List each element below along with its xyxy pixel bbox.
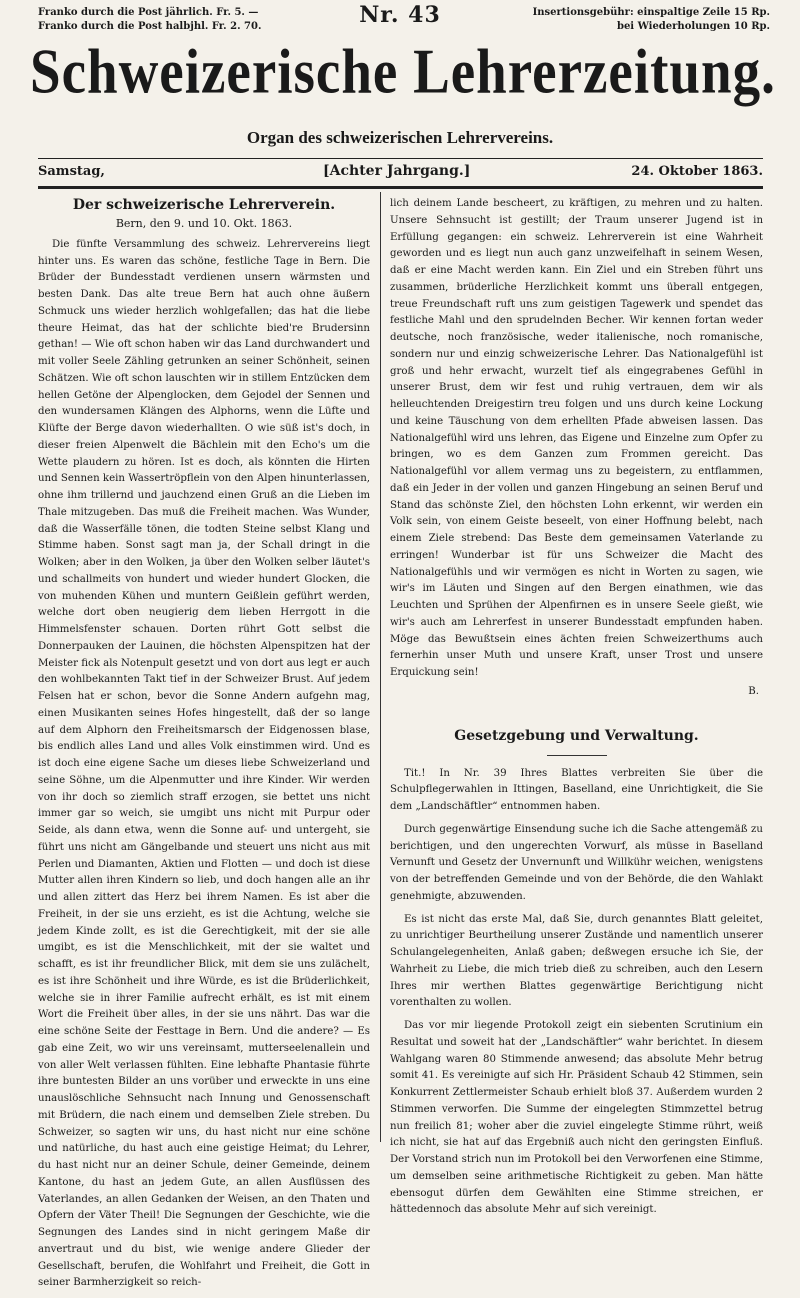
subscription-line-yearly: Franko durch die Post jährlich. Fr. 5. — [38, 7, 259, 18]
issue-date: 24. Oktober 1863. [631, 164, 763, 179]
subscription-line-halfyear: Franko durch die Post halbjhl. Fr. 2. 70. [38, 21, 262, 32]
section-paragraph: Tit.! In Nr. 39 Ihres Blattes verbreiten Sie über die Schulpflegerwahlen in Ittingen, Baselland, eine Unrichtigkeit, die Sie dem „Landschäftler“ entnommen haben. [390, 767, 763, 812]
column-right [390, 196, 763, 1225]
weekday: Samstag, [38, 164, 105, 179]
section-rule [547, 755, 607, 756]
column-divider [380, 192, 381, 1142]
header-rule-top [38, 158, 763, 159]
section-title: Gesetzgebung und Verwaltung. [454, 727, 699, 744]
issue-number: Nr. 43 [359, 2, 441, 28]
section-paragraph: Das vor mir liegende Protokoll zeigt ein siebenten Scrutinium ein Resultat und soweit hat der „Landschäftler“ wahr berichtet. In diesem Wahlgang waren 80 Stimmende anwesend; das absolute Mehr betrug somit 41. Es vereinigte auf sich Hr. Präsident Schaub 42 Stimmen, sein Konkurrent Zettlermeister Schaub erhielt bloß 37. Außerdem wurden 2 Stimmen verworfen. Die Summe der eingelegten Stimmzettel betrug nun freilich 81; woher aber die zuviel eingelegte Stimme rührt, weiß ich nicht, sie hat auf das Ergebniß auch nicht den geringsten Einfluß. Der Vorstand strich nun im Protokoll bei den Verworfenen eine Stimme, um demselben seine arithmetische Richtigkeit zu geben. Man hätte ebensogut dürfen dem Gewählten eine Stimme streichen, er hättedennoch das absolute Mehr auf sich vereinigt. [390, 1020, 763, 1216]
ad-fee-line-single: Insertionsgebühr: einspaltige Zeile 15 Rp. [532, 7, 770, 18]
dateline [38, 162, 763, 184]
section-paragraph: Es ist nicht das erste Mal, daß Sie, durch genanntes Blatt geleitet, zu unrichtiger Beurtheilung unserer Zustände und namentlich unserer Schulangelegenheiten, Anlaß gaben; deßwegen ersuche ich Sie, der Wahrheit zu Liebe, die mich trieb dieß zu schreiben, auch den Lesern Ihres mir werthen Blattes gegenwärtige Berichtigung nicht vorenthalten zu wollen. [390, 913, 763, 1009]
volume-label: [Achter Jahrgang.] [323, 163, 471, 179]
masthead-subtitle: Organ des schweizerischen Lehrervereins. [246, 128, 554, 147]
masthead-title: Schweizerische Lehrerzeitung. [30, 36, 776, 107]
section-paragraph: Durch gegenwärtige Einsendung suche ich die Sache attengemäß zu berichtigen, und den ungerechten Vorwurf, als müsse in Baselland Vernunft und Gesetz der Unvernunft und Willkühr weichen, wenigstens von der betreffenden Gemeinde und von der Behörde, die den Wahlakt genehmigte, abzuwenden. [390, 823, 763, 902]
article-byline: Bern, den 9. und 10. Okt. 1863. [115, 217, 293, 230]
ad-fee-info [500, 6, 770, 34]
article-signature: B. [748, 685, 759, 697]
header-rule-bottom [38, 186, 763, 189]
article-continuation: lich deinem Lande bescheert, zu kräftigen, zu mehren und zu halten. Unsere Sehnsucht ist gestillt; der Traum unserer Jugend ist in Erfüllung gegangen: ein schweiz. Lehrerverein ist eine Wahrheit geworden und es liegt nun auch ganz unzweifelhaft in seinem Wesen, daß er eine Macht werden kann. Ein Ziel und ein Streben führt uns zusammen, brüderliche Herzlichkeit kommt uns überall entgegen, treue Freundschaft ruft uns zum geistigen Tagewerk und spendet das festliche Mahl und den sprudelnden Becher. Wir kennen fortan weder deutsche, noch französische, weder italienische, noch romanische, sondern nur und einzig schweizerische Lehrer. Das Nationalgefühl ist groß und hehr erwacht, wurzelt tief als eingegrabenes Gefühl in unserer Brust, dem wir fest und ruhig vertrauen, dem wir als helleuchtenden Dreigestirn treu folgen und uns durch keine Lockung und keine Täuschung von dem erhellten Pfade abweisen lassen. Das Nationalgefühl wird uns lehren, das Eigene und Einzelne zum Opfer zu bringen, wo es dem Ganzen zum Frommen gereicht. Das Nationalgefühl vor allem vermag uns zu begeistern, zu entflammen, daß ein Jeder in der vollen und ganzen Hingebung an seinen Beruf und Stand das schönste Ziel, den höchsten Lohn erkennt, wir werden ein Volk sein, von einem Geiste beseelt, von einer Hoffnung belebt, nach einem Ziele strebend: Das Beste dem gemeinsamen Vaterlande zu erringen! Wunderbar ist für uns Schweizer die Macht des Nationalgefühls und wir vermögen es nicht in Worten zu sagen, wie wir's im Läuten und Singen auf den Bergen einathmen, wie das Leuchten und Sprühen der Alpenfirnen es in unsere Seele gießt, wie wir's auch am Lehrerfest in unserer Bundesstadt empfunden haben. Möge das Bewußtsein eines ächten freien Schweizerthums auch fernerhin unser Muth und unsere Kraft, unser Trost und unsere Erquickung sein! [390, 198, 763, 678]
ad-fee-line-repeat: bei Wiederholungen 10 Rp. [616, 21, 770, 32]
article-title: Der schweizerische Lehrerverein. [72, 197, 336, 213]
article-paragraph: Die fünfte Versammlung des schweiz. Lehrervereins liegt hinter uns. Es waren das schöne, festliche Tage in Bern. Die Brüder der Bundesstadt verdienen unsern wärmsten und besten Dank. Das alte treue Bern hat auch ohne äußern Schmuck uns wieder herzlich wohlgefallen; das hat die liebe theure Heimat, das hat der schlichte bied're Brudersinn gethan! — Wie oft schon haben wir das Land durchwandert und mit voller Seele Zähling getrunken an seiner Schönheit, seinen Schätzen. Wie oft schon lauschten wir in stillem Entzücken dem hellen Getöne der Alpenglocken, dem Gejodel der Sennen und den wundersamen Klängen des Alphorns, wenn die Lüfte und Klüfte der Berge davon wiederhallten. O wie süß ist's doch, in dieser freien Alpenwelt die Bächlein mit den Echo's um die Wette plaudern zu hören. Ist es doch, als könnten die Hirten und Sennen kein Wassertröpflein von den Alpen hinunterlassen, ohne ihm trillernd und jauchzend einen Gruß an die Lieben im Thale mitzugeben. Das muß die Freiheit machen. Was Wunder, daß die Wasserfälle tönen, die todten Steine selbst Klang und Stimme haben. Sonst sagt man ja, der Schall dringt in die Wolken; aber in den Wolken, ja über den Wolken selber läutet's und schallmeits von hundert und wieder hundert Glocken, die von muhenden Kühen und muntern Geißlein geführt werden, welche dort oben neugierig dem lieben Herrgott in die Himmelsfenster schauen. Dorten rührt Gott selbst die Donnerpauken der Lauinen, die höchsten Alpenspitzen hat der Meister fick als Notenpult gesetzt und von dort aus legt er auch den wohlbekannten Takt tief in der Schweizer Brust. Auf jedem Felsen hat er schon, bevor die Sonne Andern aufgehn mag, einen Musikanten seines Hofes hingestellt, daß der so lange auf dem Alphorn den Freiheitsmarsch der Eidgenossen blase, bis endlich alles Land und alles Volk einstimmen wird. Und es ist doch eine eigene Sache um dieses liebe Schweizerland und seine Söhne, um die Alpenmutter und ihre Kinder. Wir werden von ihr doch so ziemlich straff erzogen, sie bettet uns nicht immer gar so weich, sie umgibt uns nicht mit Purpur oder Seide, als dann etwa, wenn die Sonne auf- und untergeht, sie führt uns nicht am Gängelbande und steuert uns nicht aus mit Perlen und Diamanten, Aktien und Flotten — und doch ist diese Mutter allen ihren Kindern so lieb, und doch hangen alle an ihr und allen zittert das Herz bei ihrem Namen. Es ist aber die Freiheit, in der sie uns erzieht, es ist die Achtung, welche sie jedem Kinde zollt, es ist die Gerechtigkeit, mit der sie alle umgibt, es ist die Menschlichkeit, mit der sie waltet und schafft, es ist ihr freundlicher Blick, mit dem sie uns zulächelt, es ist ihre Schönheit und ihre Würde, es ist die Brüderlichkeit, welche sie in ihrer Familie aufrecht erhält, es ist mit einem Wort die Freiheit über alles, in der sie uns nährt. Das war die eine schöne Seite der Festtage in Bern. Und die andere? — Es gab eine Zeit, wo wir uns vereinsamt, mutterseelenallein und von aller Welt verlassen fühlten. Eine lebhafte Phantasie führte ihre buntesten Bilder an uns vorüber und erweckte in uns eine unauslöschliche Sehnsucht nach Innung und Genossenschaft mit Brüdern, die nach einem und demselben Ziele streben. Du Schweizer, so sagten wir uns, du hast nicht nur eine schöne und natürliche, du hast auch eine geistige Heimat; du Lehrer, du hast nicht nur an deiner Schule, deiner Gemeinde, deinem Kantone, du hast an jedem Gute, an allen Ausflüssen des Vaterlandes, an allen Gedanken der Weisen, an den Thaten und Opfern der Väter Theil! Die Segnungen der Geschichte, wie die Segnungen des Landes sind in nicht geringem Maße dir anvertraut und du bist, wie wenige andere Glieder der Gesellschaft, berufen, die Wohlfahrt und Freiheit, die Gott in seiner Barmherzigkeit so reich- [38, 238, 370, 1289]
column-left [38, 196, 370, 1298]
subscription-info [38, 6, 298, 34]
